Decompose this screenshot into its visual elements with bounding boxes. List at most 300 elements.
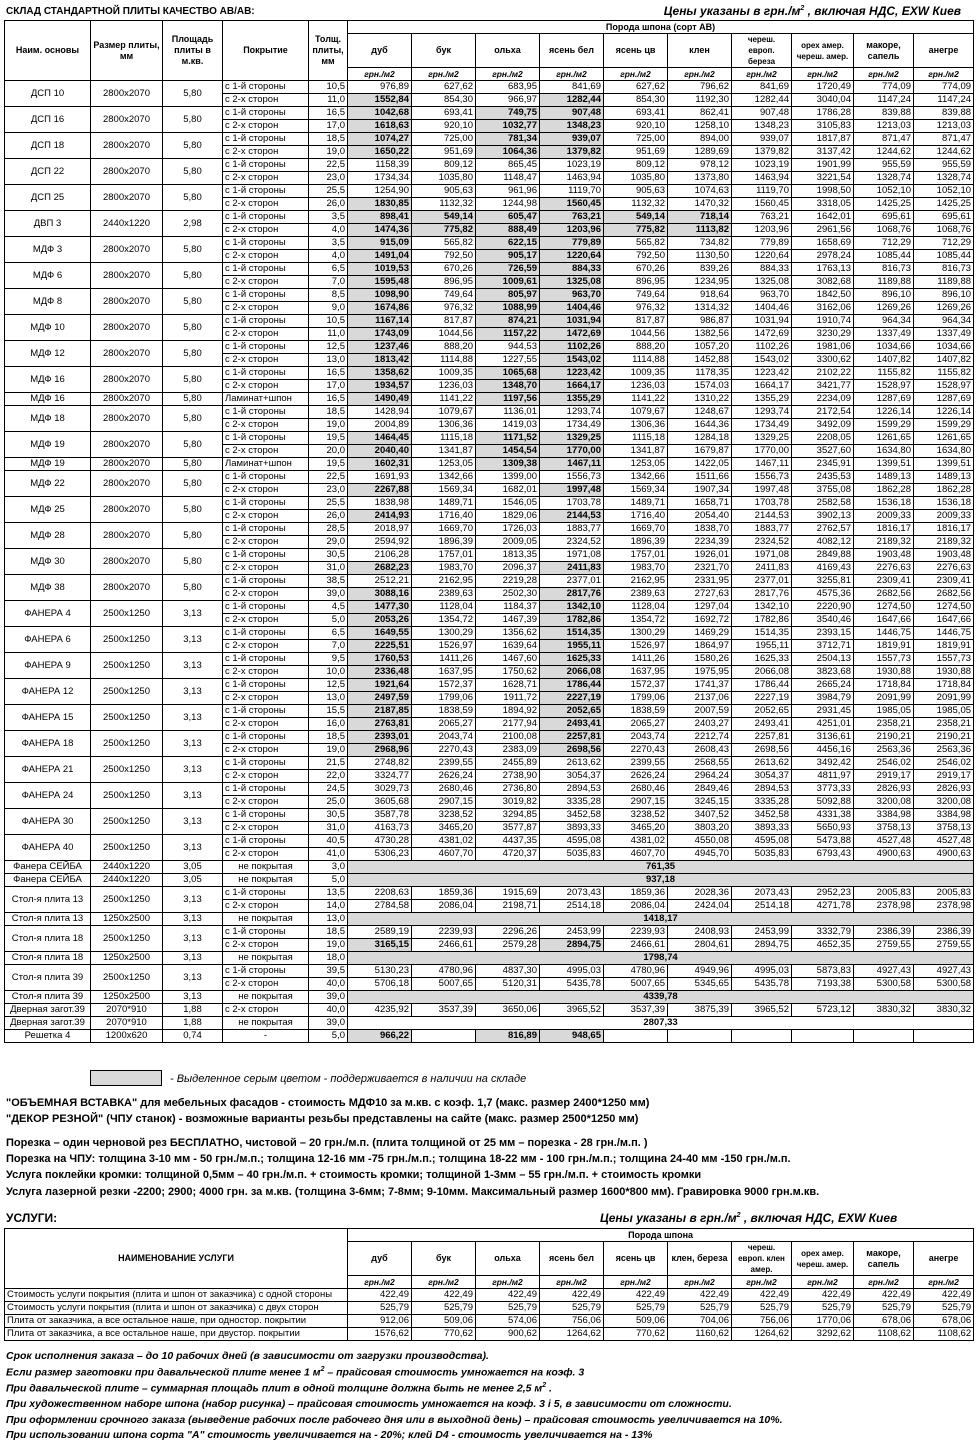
table-row	[5, 315, 974, 328]
coating: не покрытая	[223, 861, 309, 874]
price-cell: 2227,19	[732, 692, 792, 705]
price-cell: 1226,14	[854, 406, 914, 419]
price-cell: 2190,21	[854, 731, 914, 744]
base-name: ФАНЕРА 18	[5, 731, 91, 757]
stock-price-cell: 1171,52	[476, 432, 540, 445]
board-area: 5,80	[163, 159, 223, 185]
price-cell: 4527,48	[854, 835, 914, 848]
price-cell: 1557,73	[854, 653, 914, 666]
stock-price-cell: 1830,85	[348, 198, 412, 211]
price-cell: 749,64	[412, 289, 476, 302]
service-price: 912,06	[348, 1315, 412, 1328]
board-area: 3,13	[163, 783, 223, 809]
unit-cell: грн./м2	[348, 68, 412, 81]
coating: с 2-х сторон	[223, 666, 309, 679]
thickness: 19,0	[309, 939, 348, 952]
stock-price-cell: 1997,48	[540, 484, 604, 497]
coating: с 1-й стороны	[223, 757, 309, 770]
price-cell: 2826,93	[854, 783, 914, 796]
stock-price-cell: 549,14	[412, 211, 476, 224]
legend-text: - Выделенное серым цветом - поддерживается в наличии на складе	[170, 1073, 527, 1085]
price-cell: 1258,10	[668, 120, 732, 133]
coating: с 1-й стороны	[223, 81, 309, 94]
stock-price-cell: 1309,38	[476, 458, 540, 471]
service-price: 1108,62	[914, 1328, 974, 1341]
board-area: 3,13	[163, 601, 223, 627]
service-price: 422,49	[668, 1289, 732, 1302]
price-cell: 5473,88	[792, 835, 854, 848]
price-cell: 1300,29	[412, 627, 476, 640]
stock-price-cell: 1921,64	[348, 679, 412, 692]
board-area: 3,13	[163, 705, 223, 731]
price-cell: 1261,65	[914, 432, 974, 445]
price-cell: 4595,08	[732, 835, 792, 848]
note-edge-banding: Услуга поклейки кромки: толщиной 0,5мм – 40 грн./м.п. + стоимость кромки; толщиной 1-3мм – 55 грн./м.п. + стоимость кромки	[6, 1169, 702, 1181]
price-cell: 1883,77	[732, 523, 792, 536]
price-cell: 2007,59	[668, 705, 732, 718]
service-price: 1108,62	[854, 1328, 914, 1341]
price-cell: 2270,43	[604, 744, 668, 757]
stock-price-cell: 2698,56	[540, 744, 604, 757]
price-cell: 2546,02	[914, 757, 974, 770]
price-cell: 3452,58	[732, 809, 792, 822]
price-cell: 1526,97	[604, 640, 668, 653]
coating: с 2-х сторон	[223, 939, 309, 952]
price-cell: 2626,24	[412, 770, 476, 783]
stock-price-cell: 763,21	[540, 211, 604, 224]
thickness: 23,0	[309, 484, 348, 497]
price-cell: 1838,98	[348, 497, 412, 510]
price-cell: 4949,96	[668, 965, 732, 978]
table-row	[5, 497, 974, 510]
price-cell: 1718,84	[914, 679, 974, 692]
price-cell: 1341,87	[604, 445, 668, 458]
base-name: МДФ 19	[5, 432, 91, 458]
price-cell: 1838,59	[412, 705, 476, 718]
price-cell: 2383,09	[476, 744, 540, 757]
price-cell: 6793,43	[792, 848, 854, 861]
price-cell: 2736,80	[476, 783, 540, 796]
board-area: 3,05	[163, 861, 223, 874]
price-cell: 1085,44	[914, 250, 974, 263]
unit-cell: грн./м2	[914, 68, 974, 81]
price-cell: 1971,08	[732, 549, 792, 562]
stock-price-cell: 1514,35	[540, 627, 604, 640]
price-cell: 2208,63	[348, 887, 412, 900]
base-name: ДВП 3	[5, 211, 91, 237]
coating: с 1-й стороны	[223, 575, 309, 588]
board-size: 2800x2070	[91, 341, 163, 367]
base-name: ФАНЕРА 30	[5, 809, 91, 835]
price-cell: 1079,67	[604, 406, 668, 419]
price-cell: 1407,82	[914, 354, 974, 367]
price-cell: 3984,79	[792, 692, 854, 705]
thickness: 16,5	[309, 367, 348, 380]
coating: не покрытая	[223, 874, 309, 887]
price-cell: 1178,35	[668, 367, 732, 380]
svc-col-species: макоре, сапель	[854, 1242, 914, 1276]
price-cell: 1718,84	[854, 679, 914, 692]
thickness: 3,0	[309, 861, 348, 874]
base-name: МДФ 6	[5, 263, 91, 289]
footer-text: При оформлении срочного заказа (выведение рабочих после рабочего дня или в выходной день) – прайсовая стоимость увеличивается на 10%.	[6, 1414, 783, 1426]
stock-price-cell: 1074,27	[348, 133, 412, 146]
price-cell: 1770,00	[732, 445, 792, 458]
service-price: 509,06	[412, 1315, 476, 1328]
price-cell: 1009,35	[604, 367, 668, 380]
price-cell: 939,07	[732, 133, 792, 146]
table-row	[5, 952, 974, 965]
price-cell: 2321,70	[668, 562, 732, 575]
svc-unit-cell: грн./м2	[348, 1276, 412, 1289]
coating: не покрытая	[223, 913, 309, 926]
stock-price-cell: 1770,00	[540, 445, 604, 458]
price-cell: 1569,34	[412, 484, 476, 497]
price-cell: 3605,68	[348, 796, 412, 809]
note-laser-cutting: Услуга лазерной резки -2200; 2900; 4000 грн. за м.кв. (толщина 3-6мм; 7-8мм; 9-10мм. Максимальный размер 1600*800 мм). Гравировка 9000 грн.м.кв.	[6, 1186, 820, 1198]
stock-price-cell: 1157,22	[476, 328, 540, 341]
price-cell: 2582,58	[792, 497, 854, 510]
col-species: клен	[668, 34, 732, 68]
price-cell: 1817,87	[792, 133, 854, 146]
price-cell: 1044,56	[412, 328, 476, 341]
price-cell: 712,29	[854, 237, 914, 250]
base-name: МДФ 28	[5, 523, 91, 549]
stock-price-cell: 1379,82	[540, 146, 604, 159]
price-cell: 1489,13	[854, 471, 914, 484]
svc-unit-cell: грн./м2	[476, 1276, 540, 1289]
price-cell: 3712,71	[792, 640, 854, 653]
price-cell: 865,45	[476, 159, 540, 172]
price-cell: 1282,44	[732, 94, 792, 107]
footer-line	[6, 1398, 732, 1410]
board-size: 2500x1250	[91, 835, 163, 861]
price-cell: 2435,53	[792, 471, 854, 484]
price-cell	[854, 1030, 914, 1043]
price-cell: 2563,36	[914, 744, 974, 757]
price-cell: 1274,50	[854, 601, 914, 614]
thickness: 23,0	[309, 172, 348, 185]
price-cell: 565,82	[412, 237, 476, 250]
price-cell: 1985,05	[914, 705, 974, 718]
price-cell: 4169,43	[792, 562, 854, 575]
price-cell: 2613,62	[540, 757, 604, 770]
price-cell: 3300,62	[792, 354, 854, 367]
price-cell: 1799,06	[604, 692, 668, 705]
price-cell: 1647,66	[914, 614, 974, 627]
price-cell: 1572,37	[604, 679, 668, 692]
price-cell: 3054,37	[540, 770, 604, 783]
price-cell: 2377,01	[540, 575, 604, 588]
board-area: 2,98	[163, 211, 223, 237]
table-row	[5, 393, 974, 406]
price-cell: 1894,92	[476, 705, 540, 718]
svc-col-name: НАИМЕНОВАНИЕ УСЛУГИ	[5, 1229, 348, 1289]
coating: с 1-й стороны	[223, 367, 309, 380]
price-cell: 3040,04	[792, 94, 854, 107]
price-cell: 5435,78	[540, 978, 604, 991]
price-cell: 774,09	[854, 81, 914, 94]
price-cell: 966,97	[476, 94, 540, 107]
price-cell: 712,29	[914, 237, 974, 250]
table-row	[5, 965, 974, 978]
service-price: 3292,62	[792, 1328, 854, 1341]
price-cell: 1425,25	[854, 198, 914, 211]
thickness: 6,5	[309, 263, 348, 276]
stock-price-cell: 1474,36	[348, 224, 412, 237]
price-cell: 1658,71	[668, 497, 732, 510]
price-cell: 2239,93	[412, 926, 476, 939]
price-cell: 1337,49	[914, 328, 974, 341]
price-cell: 2727,63	[668, 588, 732, 601]
price-cell: 1734,49	[732, 419, 792, 432]
price-cell: 2455,89	[476, 757, 540, 770]
coating: с 2-х сторон	[223, 562, 309, 575]
price-cell: 4607,70	[604, 848, 668, 861]
price-cell: 905,63	[412, 185, 476, 198]
price-cell: 2762,57	[792, 523, 854, 536]
price-cell	[792, 1030, 854, 1043]
price-cell: 1838,59	[604, 705, 668, 718]
price-cell: 1287,69	[854, 393, 914, 406]
price-cell: 1407,82	[854, 354, 914, 367]
price-cell: 1342,66	[412, 471, 476, 484]
coating: с 2-х сторон	[223, 978, 309, 991]
price-cell: 1244,62	[854, 146, 914, 159]
price-cell: 2005,83	[914, 887, 974, 900]
stock-price-cell: 1197,56	[476, 393, 540, 406]
thickness: 18,0	[309, 952, 348, 965]
table-row	[5, 458, 974, 471]
price-cell: 4811,97	[792, 770, 854, 783]
price-cell: 1664,17	[732, 380, 792, 393]
price-cell: 816,73	[854, 263, 914, 276]
price-cell: 1236,03	[412, 380, 476, 393]
stock-price-cell: 905,17	[476, 250, 540, 263]
stock-price-cell: 726,59	[476, 263, 540, 276]
stock-price-cell: 1472,69	[540, 328, 604, 341]
board-size: 2500x1250	[91, 809, 163, 835]
price-cell: 5345,65	[668, 978, 732, 991]
price-cell: 1556,73	[732, 471, 792, 484]
price-cell: 1997,48	[732, 484, 792, 497]
price-cell: 3452,58	[540, 809, 604, 822]
table-row	[5, 679, 974, 692]
price-cell: 1716,40	[412, 510, 476, 523]
col-species: макоре, сапель	[854, 34, 914, 68]
board-area: 3,13	[163, 809, 223, 835]
service-price: 574,06	[476, 1315, 540, 1328]
service-price: 422,49	[412, 1289, 476, 1302]
price-cell: 3230,29	[792, 328, 854, 341]
stock-price-cell: 1102,26	[540, 341, 604, 354]
board-area: 5,80	[163, 81, 223, 107]
price-cell: 2212,74	[668, 731, 732, 744]
price-cell: 2626,24	[604, 770, 668, 783]
svc-unit-cell: грн./м2	[412, 1276, 476, 1289]
board-size: 1200x620	[91, 1030, 163, 1043]
price-cell: 1983,70	[412, 562, 476, 575]
price-cell: 2680,46	[412, 783, 476, 796]
price-cell: 2378,98	[914, 900, 974, 913]
stock-price-cell: 1602,31	[348, 458, 412, 471]
price-cell: 964,34	[854, 315, 914, 328]
price-cell: 3492,42	[792, 757, 854, 770]
price-cell: 3384,98	[914, 809, 974, 822]
coating: с 1-й стороны	[223, 627, 309, 640]
price-cell: 779,89	[732, 237, 792, 250]
price-cell: 1023,19	[540, 159, 604, 172]
footer-text: Если размер заготовки при давальческой плите менее 1 м	[6, 1366, 321, 1379]
base-name: ДСП 16	[5, 107, 91, 133]
stock-price-cell: 1786,44	[540, 679, 604, 692]
price-cell: 1569,34	[604, 484, 668, 497]
price-cell: 854,30	[604, 94, 668, 107]
price-cell: 1348,23	[732, 120, 792, 133]
unit-cell: грн./м2	[732, 68, 792, 81]
thickness: 10,0	[309, 666, 348, 679]
stock-price-cell: 1348,70	[476, 380, 540, 393]
stock-price-cell: 2393,01	[348, 731, 412, 744]
coating: с 2-х сторон	[223, 146, 309, 159]
price-cell: 1981,06	[792, 341, 854, 354]
price-cell: 2358,21	[854, 718, 914, 731]
thickness: 38,5	[309, 575, 348, 588]
service-row	[5, 1328, 974, 1341]
price-cell: 749,64	[604, 289, 668, 302]
price-cell: 3965,52	[540, 1004, 604, 1017]
price-cell: 1782,86	[732, 614, 792, 627]
stock-price-cell: 2225,51	[348, 640, 412, 653]
stock-price-cell: 3165,15	[348, 939, 412, 952]
price-cell: 774,09	[914, 81, 974, 94]
price-cell: 918,64	[668, 289, 732, 302]
price-cell: 3537,39	[604, 1004, 668, 1017]
coating: с 2-х сторон	[223, 900, 309, 913]
board-area: 5,80	[163, 406, 223, 432]
board-area: 5,80	[163, 133, 223, 159]
price-cell: 693,41	[604, 107, 668, 120]
stock-price-cell: 915,09	[348, 237, 412, 250]
service-price: 422,49	[348, 1289, 412, 1302]
base-name: Дверная загот.39	[5, 1017, 91, 1030]
stock-price-cell: 775,82	[412, 224, 476, 237]
price-cell: 2065,27	[412, 718, 476, 731]
price-cell: 1842,50	[792, 289, 854, 302]
board-size: 2500x1250	[91, 627, 163, 653]
price-cell: 2331,95	[668, 575, 732, 588]
board-area: 5,80	[163, 523, 223, 549]
price-cell: 1703,78	[732, 497, 792, 510]
thickness: 8,5	[309, 289, 348, 302]
price-cell: 2563,36	[854, 744, 914, 757]
stock-price-cell: 549,14	[604, 211, 668, 224]
svc-col-species: ольха	[476, 1242, 540, 1276]
price-cell: 1526,97	[412, 640, 476, 653]
price-cell: 2907,15	[412, 796, 476, 809]
note-cutting: Порезка – один черновой рез БЕСПЛАТНО, чистовой – 20 грн./м.п. (плита толщиной от 25 мм – порезка - 28 грн./м.п. )	[6, 1137, 648, 1149]
col-thickness: Толщ. плиты, мм	[309, 21, 348, 81]
service-price: 525,79	[540, 1302, 604, 1315]
price-cell: 1328,74	[914, 172, 974, 185]
base-name: ФАНЕРА 12	[5, 679, 91, 705]
table-row	[5, 471, 974, 484]
price-cell: 854,30	[412, 94, 476, 107]
price-cell: 986,87	[668, 315, 732, 328]
base-name: МДФ 30	[5, 549, 91, 575]
stock-price-cell: 1467,11	[540, 458, 604, 471]
price-cell: 2849,46	[668, 783, 732, 796]
price-cell: 2073,43	[540, 887, 604, 900]
coating: с 1-й стороны	[223, 809, 309, 822]
price-cell: 1750,62	[476, 666, 540, 679]
service-price: 525,79	[914, 1302, 974, 1315]
price-cell: 1115,18	[412, 432, 476, 445]
service-row	[5, 1302, 974, 1315]
price-cell: 1786,28	[792, 107, 854, 120]
price-cell: 1692,72	[668, 614, 732, 627]
price-cell: 1132,32	[604, 198, 668, 211]
price-cell: 978,12	[668, 159, 732, 172]
price-cell: 1213,03	[854, 120, 914, 133]
stock-price-cell: 1464,45	[348, 432, 412, 445]
price-cell: 1399,00	[476, 471, 540, 484]
board-area: 3,13	[163, 926, 223, 952]
thickness: 15,5	[309, 705, 348, 718]
board-size: 2500x1250	[91, 926, 163, 952]
board-area: 5,80	[163, 575, 223, 601]
price-cell: 1356,62	[476, 627, 540, 640]
price-cell: 1114,88	[412, 354, 476, 367]
price-cell: 1907,34	[668, 484, 732, 497]
base-name: ФАНЕРА 24	[5, 783, 91, 809]
warehouse-title: СКЛАД СТАНДАРТНОЙ ПЛИТЫ КАЧЕСТВО АВ/АВ:	[6, 6, 255, 17]
price-cell: 1634,80	[854, 445, 914, 458]
table-row	[5, 107, 974, 120]
price-cell: 809,12	[412, 159, 476, 172]
price-cell: 1306,36	[604, 419, 668, 432]
stock-price-cell: 1552,84	[348, 94, 412, 107]
stock-price-cell: 1167,14	[348, 315, 412, 328]
coating: с 1-й стороны	[223, 107, 309, 120]
price-cell: 2198,71	[476, 900, 540, 913]
board-size: 2070*910	[91, 1004, 163, 1017]
price-cell: 1399,51	[854, 458, 914, 471]
price-cell: 4837,30	[476, 965, 540, 978]
stock-price-cell: 2144,53	[540, 510, 604, 523]
price-cell: 2100,08	[476, 731, 540, 744]
coating: с 1-й стороны	[223, 497, 309, 510]
price-cell	[732, 1030, 792, 1043]
price-cell: 683,95	[476, 81, 540, 94]
price-cell: 1452,88	[668, 354, 732, 367]
price-cell: 670,26	[412, 263, 476, 276]
base-name: ФАНЕРА 21	[5, 757, 91, 783]
price-cell: 1128,04	[412, 601, 476, 614]
price-cell: 1658,69	[792, 237, 854, 250]
price-cell: 1355,29	[732, 393, 792, 406]
price-cell: 4235,92	[348, 1004, 412, 1017]
price-cell: 2005,83	[854, 887, 914, 900]
price-cell: 796,62	[668, 81, 732, 94]
services-table	[4, 1228, 974, 1341]
stock-price-cell: 1348,23	[540, 120, 604, 133]
price-cell: 3773,33	[792, 783, 854, 796]
svc-col-species: ясень цв	[604, 1242, 668, 1276]
price-cell: 1128,04	[604, 601, 668, 614]
table-row	[5, 159, 974, 172]
price-cell: 1637,95	[604, 666, 668, 679]
